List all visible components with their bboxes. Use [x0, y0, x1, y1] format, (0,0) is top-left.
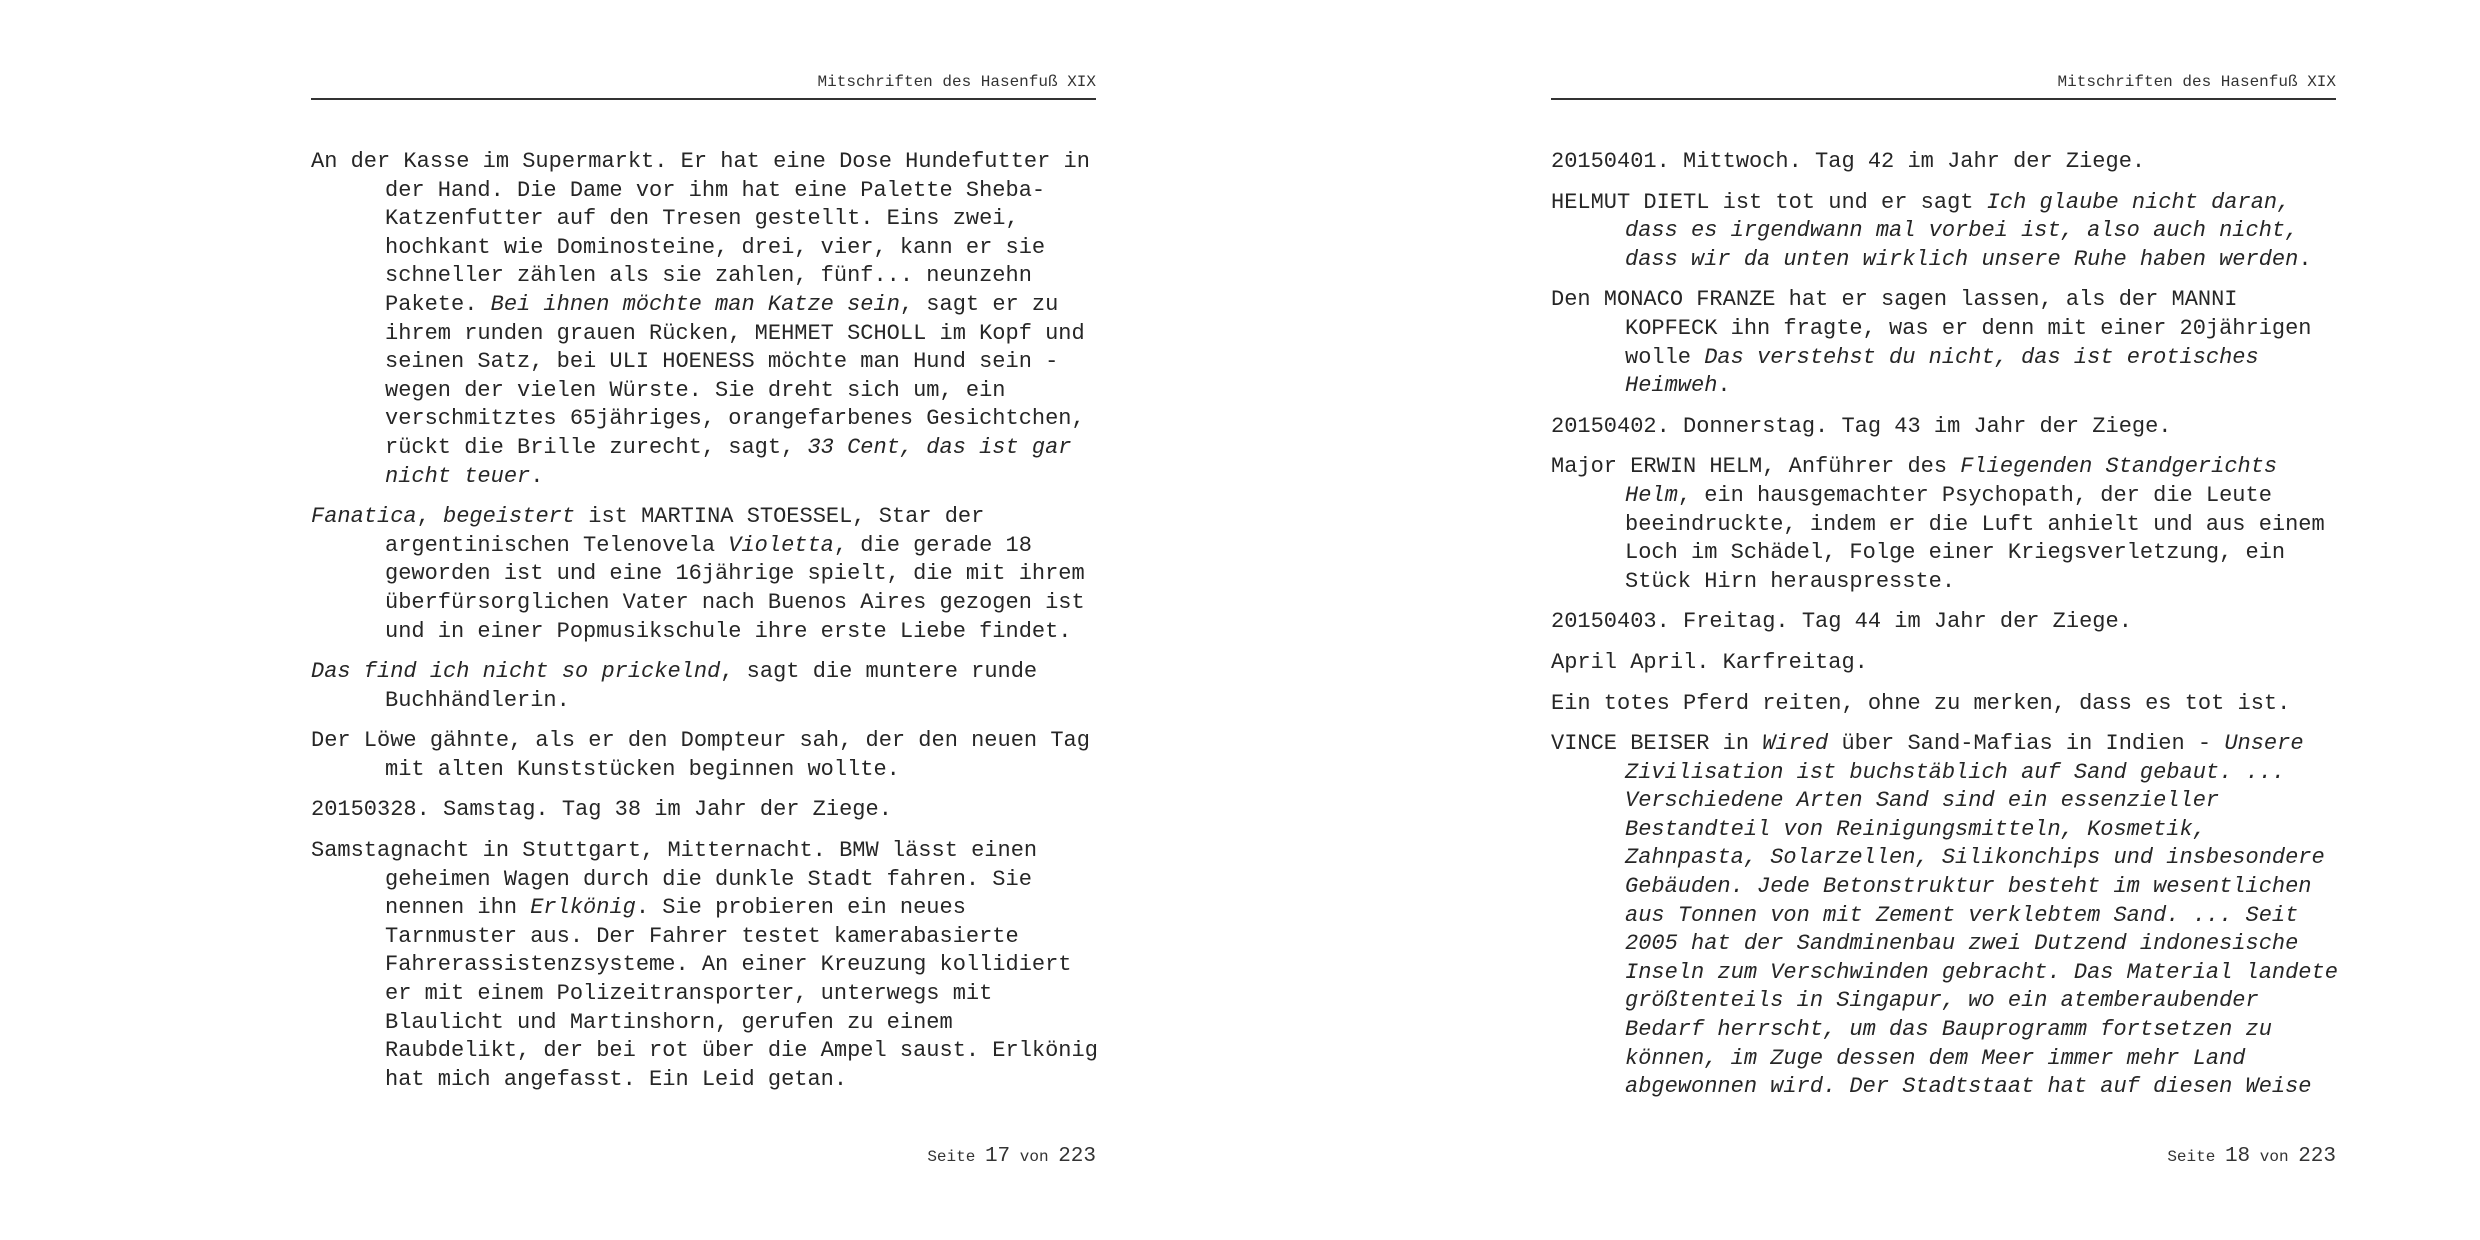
- paragraph: VINCE BEISER in Wired über Sand-Mafias in Indien - Unsere Zivilisation ist buchstäblich auf Sand gebaut. ... Verschiedene Arten Sand sind ein essenzieller Bestandteil von Reinigungsmitteln, Kosmetik, Zahnpasta, Solarzellen, Silikonchips und insbesondere Gebäuden. Jede Betonstruktur besteht im wesentlichen aus Tonnen von mit Zement verklebtem Sand. ... Seit 2005 hat der Sandminenbau zwei Dutzend indonesische Inseln zum Verschwinden gebracht. Das Material landete größtenteils in Singapur, wo ein atemberaubender Bedarf herrscht, um das Bauprogramm fortsetzen zu können, im Zuge dessen dem Meer immer mehr Land abgewonnen wird. Der Stadtstaat hat auf diesen Weise: [1551, 731, 2338, 1100]
- footer-page-total: 223: [2298, 1145, 2336, 1168]
- paragraph: 20150402. Donnerstag. Tag 43 im Jahr der Ziege.: [1551, 413, 2172, 439]
- paragraph: Den MONACO FRANZE hat er sagen lassen, als der MANNI KOPFECK ihn fragte, was er denn mit einer 20jährigen wolle Das verstehst du nicht, das ist erotisches Heimweh.: [1551, 287, 2312, 399]
- paragraph: Der Löwe gähnte, als er den Dompteur sah, der den neuen Tag mit alten Kunststücken beginnen wollte.: [311, 728, 1090, 782]
- page-right: [1240, 0, 2480, 1240]
- page-body: [1551, 148, 2341, 1114]
- footer-seite-label: Seite: [927, 1148, 976, 1166]
- footer-page-number: 17: [984, 1145, 1011, 1168]
- running-header: Mitschriften des Hasenfuß XIX: [311, 72, 1096, 100]
- paragraph: An der Kasse im Supermarkt. Er hat eine Dose Hundefutter in der Hand. Die Dame vor ihm hat eine Palette Sheba- Katzenfutter auf den Tresen gestellt. Eins zwei, hochkant wie Dominosteine, drei, vier, kann er sie schneller zählen als sie zahlen, fünf... neunzehn Pakete. Bei ihnen möchte man Katze sein, sagt er zu ihrem runden grauen Rücken, MEHMET SCHOLL im Kopf und seinen Satz, bei ULI HOENESS möchte man Hund sein - wegen der vielen Würste. Sie dreht sich um, ein verschmitztes 65jähriges, orangefarbenes Gesichtchen, rückt die Brille zurecht, sagt, 33 Cent, das ist gar nicht teuer.: [311, 149, 1090, 489]
- paragraph: Samstagnacht in Stuttgart, Mitternacht. BMW lässt einen geheimen Wagen durch die dunkle Stadt fahren. Sie nennen ihn Erlkönig. Sie probieren ein neues Tarnmuster aus. Der Fahrer testet kamerabasierte Fahrerassistenzsysteme. An einer Kreuzung kollidiert er mit einem Polizeitransporter, unterwegs mit Blaulicht und Martinshorn, gerufen zu einem Raubdelikt, der bei rot über die Ampel saust. Erlkönig hat mich angefasst. Ein Leid getan.: [311, 838, 1098, 1092]
- paragraph: April April. Karfreitag.: [1551, 649, 1868, 675]
- page-footer: [311, 1145, 1096, 1169]
- footer-page-total: 223: [1058, 1145, 1096, 1168]
- footer-seite-label: Seite: [2167, 1148, 2216, 1166]
- page-footer: [1551, 1145, 2336, 1169]
- footer-page-number: 18: [2224, 1145, 2251, 1168]
- footer-von-label: von: [1019, 1148, 1049, 1166]
- paragraph: HELMUT DIETL ist tot und er sagt Ich glaube nicht daran, dass es irgendwann mal vorbei ist, also auch nicht, dass wir da unten wirklich unsere Ruhe haben werden.: [1551, 189, 2312, 272]
- running-header: Mitschriften des Hasenfuß XIX: [1551, 72, 2336, 100]
- paragraph: Das find ich nicht so prickelnd, sagt die muntere runde Buchhändlerin.: [311, 659, 1038, 713]
- paragraph: 20150403. Freitag. Tag 44 im Jahr der Ziege.: [1551, 609, 2132, 635]
- paragraph: Ein totes Pferd reiten, ohne zu merken, dass es tot ist.: [1551, 690, 2291, 716]
- paragraph: Fanatica, begeistert ist MARTINA STOESSEL, Star der argentinischen Telenovela Violetta, die gerade 18 geworden ist und eine 16jährige spielt, die mit ihrem überfürsorglichen Vater nach Buenos Aires gezogen ist und in einer Popmusikschule ihre erste Liebe findet.: [311, 504, 1085, 644]
- paragraph: 20150328. Samstag. Tag 38 im Jahr der Ziege.: [311, 797, 892, 823]
- footer-von-label: von: [2259, 1148, 2289, 1166]
- page-body: [311, 148, 1101, 1106]
- paragraph: 20150401. Mittwoch. Tag 42 im Jahr der Ziege.: [1551, 149, 2146, 174]
- paragraph: Major ERWIN HELM, Anführer des Fliegenden Standgerichts Helm, ein hausgemachter Psychopath, der die Leute beeindruckte, indem er die Luft anhielt und aus einem Loch im Schädel, Folge einer Kriegsverletzung, ein Stück Hirn herauspresste.: [1551, 454, 2325, 594]
